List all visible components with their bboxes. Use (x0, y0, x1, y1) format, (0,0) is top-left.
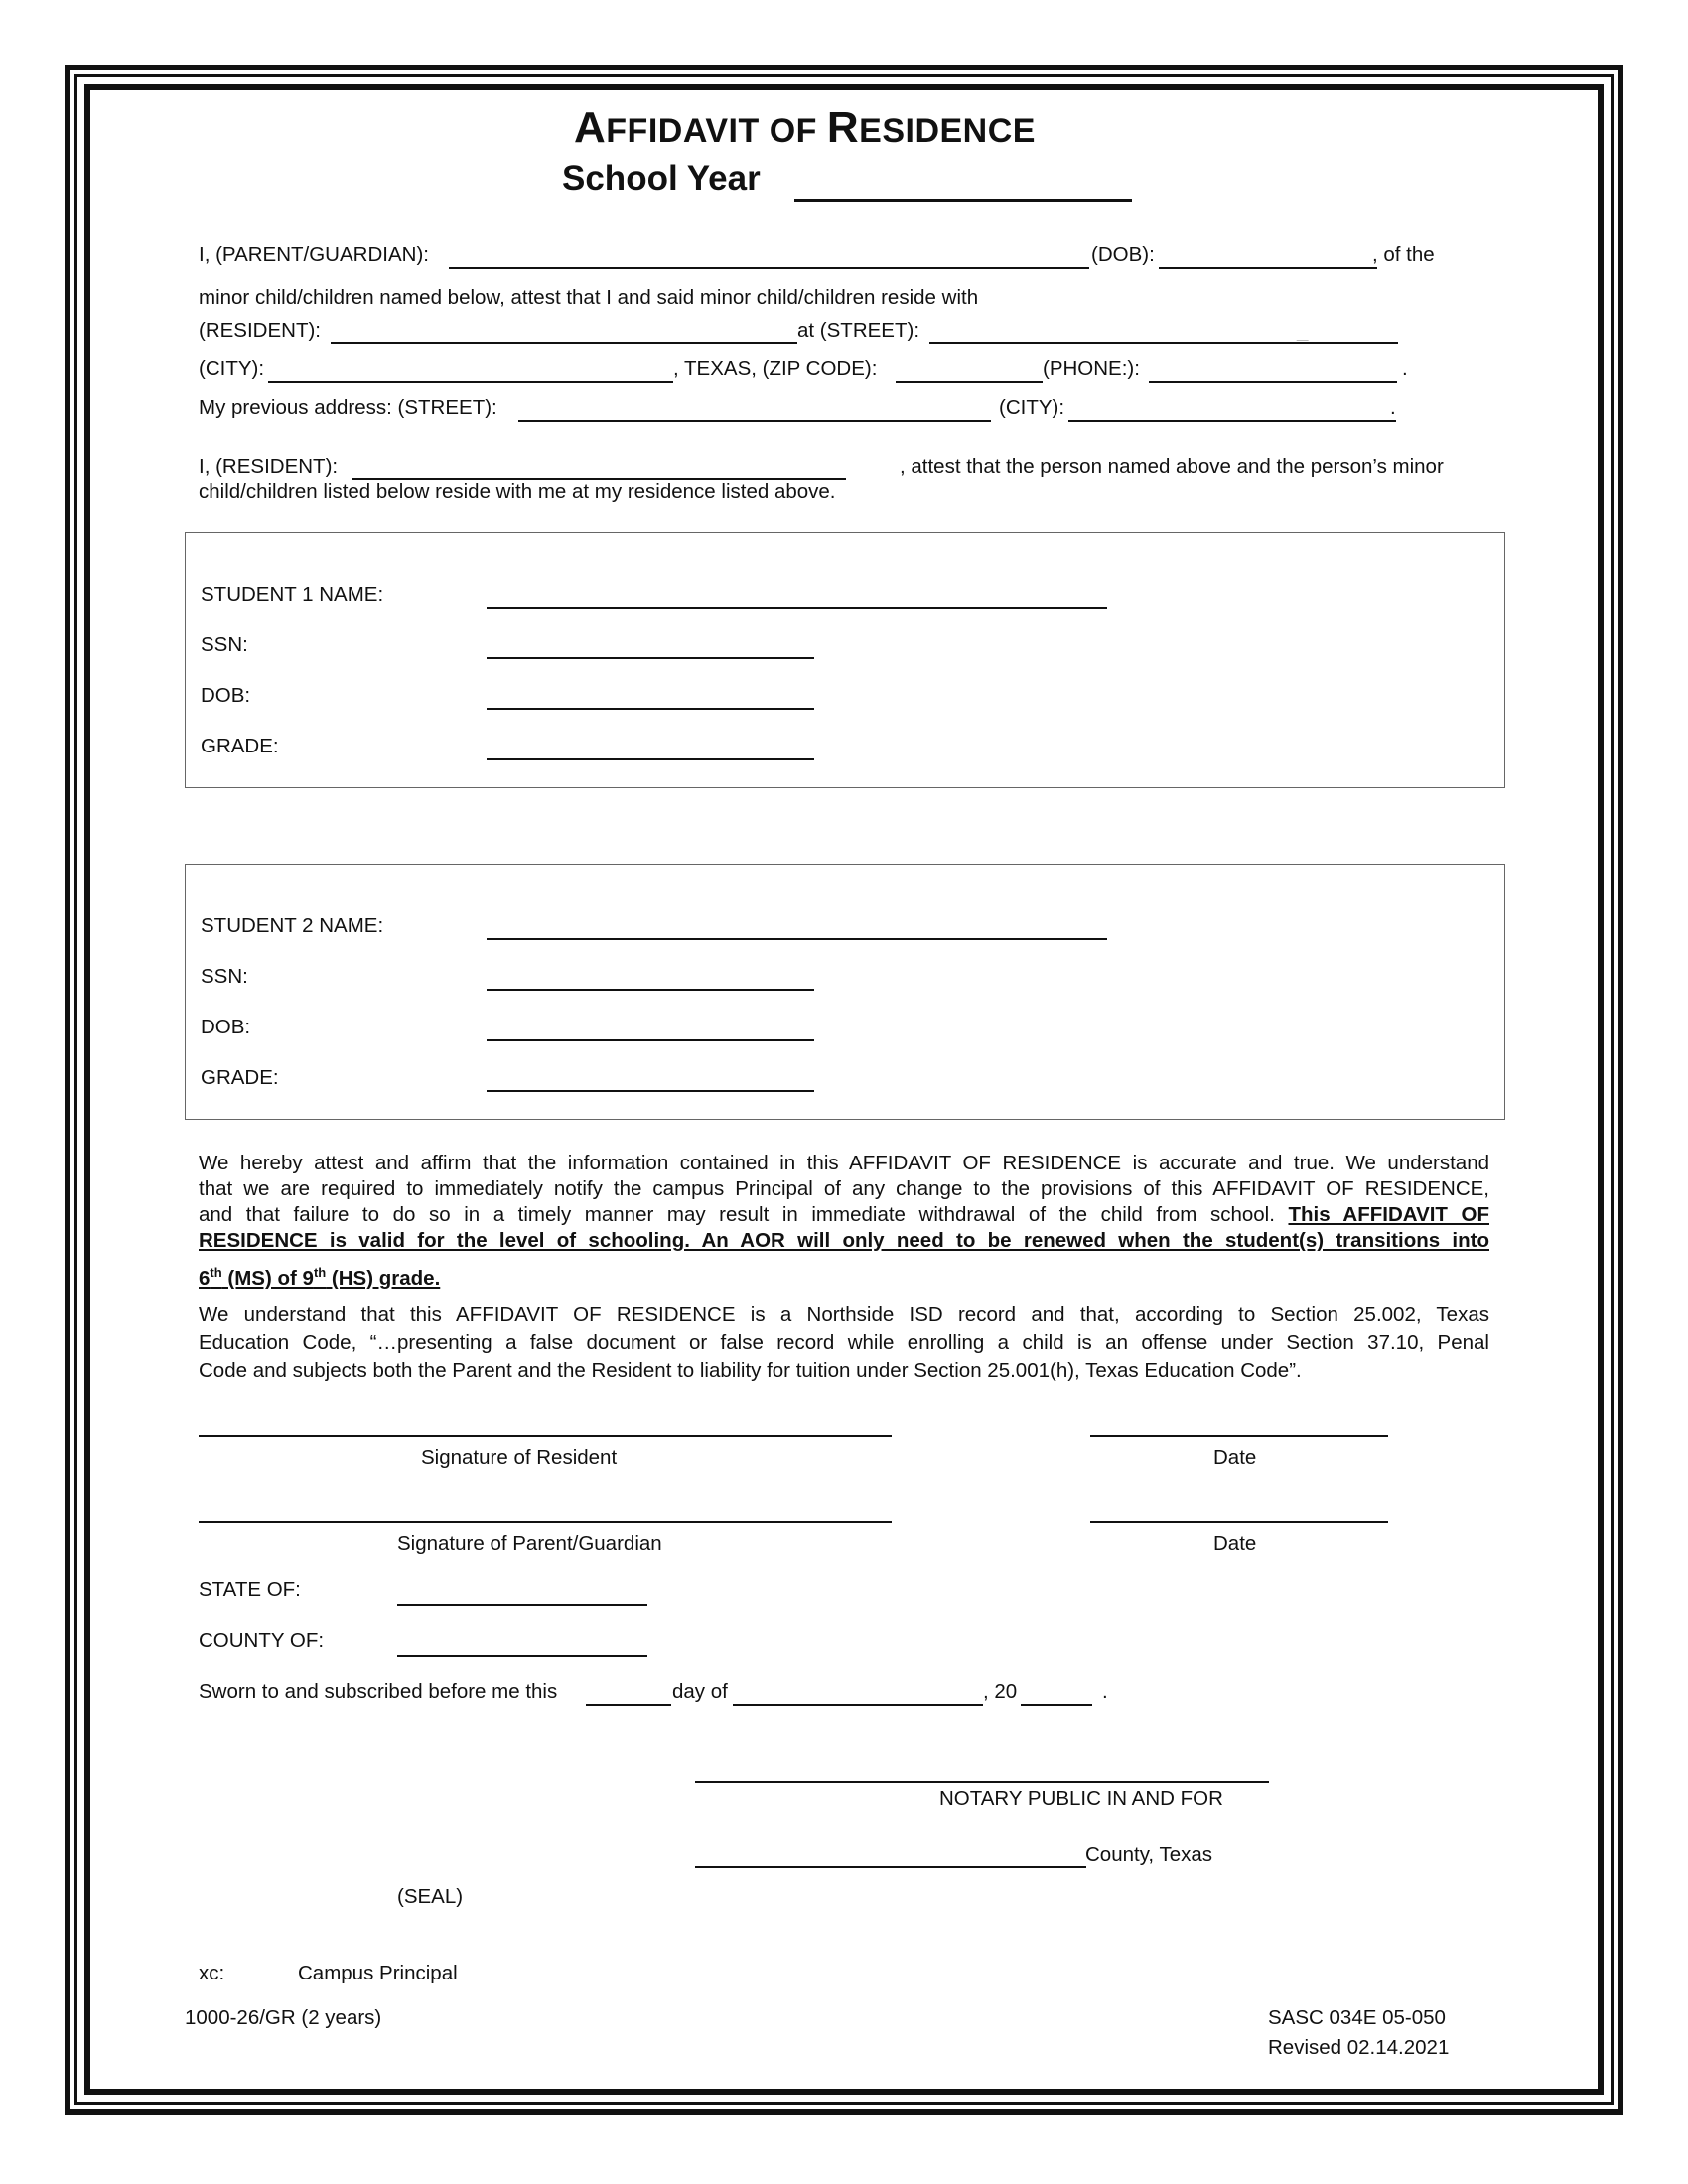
student-2-name-label: STUDENT 2 NAME: (201, 914, 384, 937)
previous-city-label: (CITY): (999, 396, 1065, 419)
county-of-field[interactable] (397, 1655, 647, 1657)
resident-signature-field[interactable] (199, 1435, 892, 1437)
affirmation-line-5: 6th (MS) of 9th (HS) grade. (199, 1265, 441, 1290)
resident-attest-text: , attest that the person named above and the person’s minor (900, 455, 1444, 478)
state-of-field[interactable] (397, 1604, 647, 1606)
sworn-label: Sworn to and subscribed before me this (199, 1680, 558, 1703)
legal-line-3: Code and subjects both the Parent and the Resident to liability for tuition under Section 25.001(h), Texas Education Code”. (199, 1359, 1302, 1382)
student-2-dob-field[interactable] (487, 1039, 814, 1041)
resident-attest-label: I, (RESIDENT): (199, 455, 339, 478)
parent-date-field[interactable] (1090, 1521, 1388, 1523)
xc-label: xc: (199, 1962, 225, 1984)
affirmation-line-4: RESIDENCE is valid for the level of schooling. An AOR will only need to be renewed when the student(s) transitions into (199, 1229, 1489, 1252)
year-prefix-label: , 20 (983, 1680, 1018, 1703)
student-1-grade-label: GRADE: (201, 735, 279, 757)
zip-code-field[interactable] (896, 381, 1043, 383)
student-1-name-label: STUDENT 1 NAME: (201, 583, 384, 606)
previous-city-end: . (1390, 396, 1396, 419)
student-2-box (185, 864, 1505, 1120)
affirmation-line-2: that we are required to immediately notify the campus Principal of any change to the provisions of this AFFIDAVIT OF RESIDENCE, (199, 1177, 1489, 1200)
student-1-dob-field[interactable] (487, 708, 814, 710)
previous-street-field[interactable] (518, 420, 991, 422)
legal-line-1: We understand that this AFFIDAVIT OF RESIDENCE is a Northside ISD record and that, according to Section 25.002, Texas (199, 1303, 1489, 1326)
parent-guardian-field[interactable] (449, 267, 1089, 269)
city-label: (CITY): (199, 357, 265, 380)
student-2-dob-label: DOB: (201, 1016, 251, 1038)
parent-dob-label: (DOB): (1091, 243, 1155, 266)
notary-signature-field[interactable] (695, 1781, 1269, 1783)
phone-field[interactable] (1149, 381, 1397, 383)
parent-signature-field[interactable] (199, 1521, 892, 1523)
student-1-name-field[interactable] (487, 607, 1107, 609)
resident-label: (RESIDENT): (199, 319, 321, 341)
affirmation-line-1: We hereby attest and affirm that the information contained in this AFFIDAVIT OF RESIDENCE is accurate and true. We understand (199, 1152, 1489, 1174)
city-field[interactable] (268, 381, 673, 383)
resident-date-label: Date (1213, 1446, 1257, 1469)
school-year-field[interactable] (794, 199, 1132, 202)
student-2-grade-label: GRADE: (201, 1066, 279, 1089)
previous-city-field[interactable] (1068, 420, 1396, 422)
student-1-dob-label: DOB: (201, 684, 251, 707)
affirmation-paragraph (199, 1151, 1489, 1292)
county-texas-label: County, Texas (1085, 1843, 1213, 1866)
state-of-label: STATE OF: (199, 1578, 301, 1601)
school-year-label: School Year (562, 159, 761, 198)
year-end: . (1102, 1680, 1108, 1703)
resident-attest-text-2: child/children listed below reside with me at my residence listed above. (199, 480, 836, 503)
resident-signature-label: Signature of Resident (421, 1446, 618, 1469)
student-2-ssn-field[interactable] (487, 989, 814, 991)
legal-line-2: Education Code, “…presenting a false document or false record while enrolling a child is an offense under Section 37.10, Penal (199, 1331, 1489, 1354)
page-title: AFFIDAVIT OF RESIDENCE (574, 103, 1036, 152)
student-1-box (185, 532, 1505, 788)
phone-end: . (1402, 357, 1408, 380)
parent-signature-label: Signature of Parent/Guardian (397, 1532, 662, 1555)
sasc-code: SASC 034E 05-050 (1268, 2006, 1446, 2029)
student-2-name-field[interactable] (487, 938, 1107, 940)
resident-field[interactable] (331, 342, 797, 344)
of-the-text: , of the (1372, 243, 1435, 266)
street-mark: _ (1297, 320, 1309, 342)
student-1-ssn-label: SSN: (201, 633, 248, 656)
student-2-ssn-label: SSN: (201, 965, 248, 988)
street-field[interactable] (929, 342, 1398, 344)
sworn-day-field[interactable] (586, 1704, 671, 1706)
previous-street-label: My previous address: (STREET): (199, 396, 497, 419)
affirmation-line-3: and that failure to do so in a timely manner may result in immediate withdrawal of the child from school. This AFFIDAVIT OF (199, 1203, 1489, 1226)
attest-line-text: minor child/children named below, attest that I and said minor child/children reside with (199, 286, 979, 309)
student-1-ssn-field[interactable] (487, 657, 814, 659)
street-label: at (STREET): (797, 319, 920, 341)
sworn-month-field[interactable] (733, 1704, 983, 1706)
day-of-label: day of (672, 1680, 728, 1703)
revised-date: Revised 02.14.2021 (1268, 2036, 1450, 2059)
xc-value: Campus Principal (298, 1962, 458, 1984)
legal-paragraph (199, 1301, 1489, 1385)
phone-label: (PHONE:): (1043, 357, 1140, 380)
sworn-year-field[interactable] (1021, 1704, 1092, 1706)
student-2-grade-field[interactable] (487, 1090, 814, 1092)
zip-code-label: , TEXAS, (ZIP CODE): (673, 357, 878, 380)
parent-guardian-label: I, (PARENT/GUARDIAN): (199, 243, 429, 266)
parent-dob-field[interactable] (1159, 267, 1377, 269)
parent-date-label: Date (1213, 1532, 1257, 1555)
seal-label: (SEAL) (397, 1885, 464, 1908)
student-1-grade-field[interactable] (487, 758, 814, 760)
form-code: 1000-26/GR (2 years) (185, 2006, 382, 2029)
notary-county-field[interactable] (695, 1866, 1086, 1868)
notary-public-label: NOTARY PUBLIC IN AND FOR (939, 1787, 1223, 1810)
resident-date-field[interactable] (1090, 1435, 1388, 1437)
county-of-label: COUNTY OF: (199, 1629, 325, 1652)
